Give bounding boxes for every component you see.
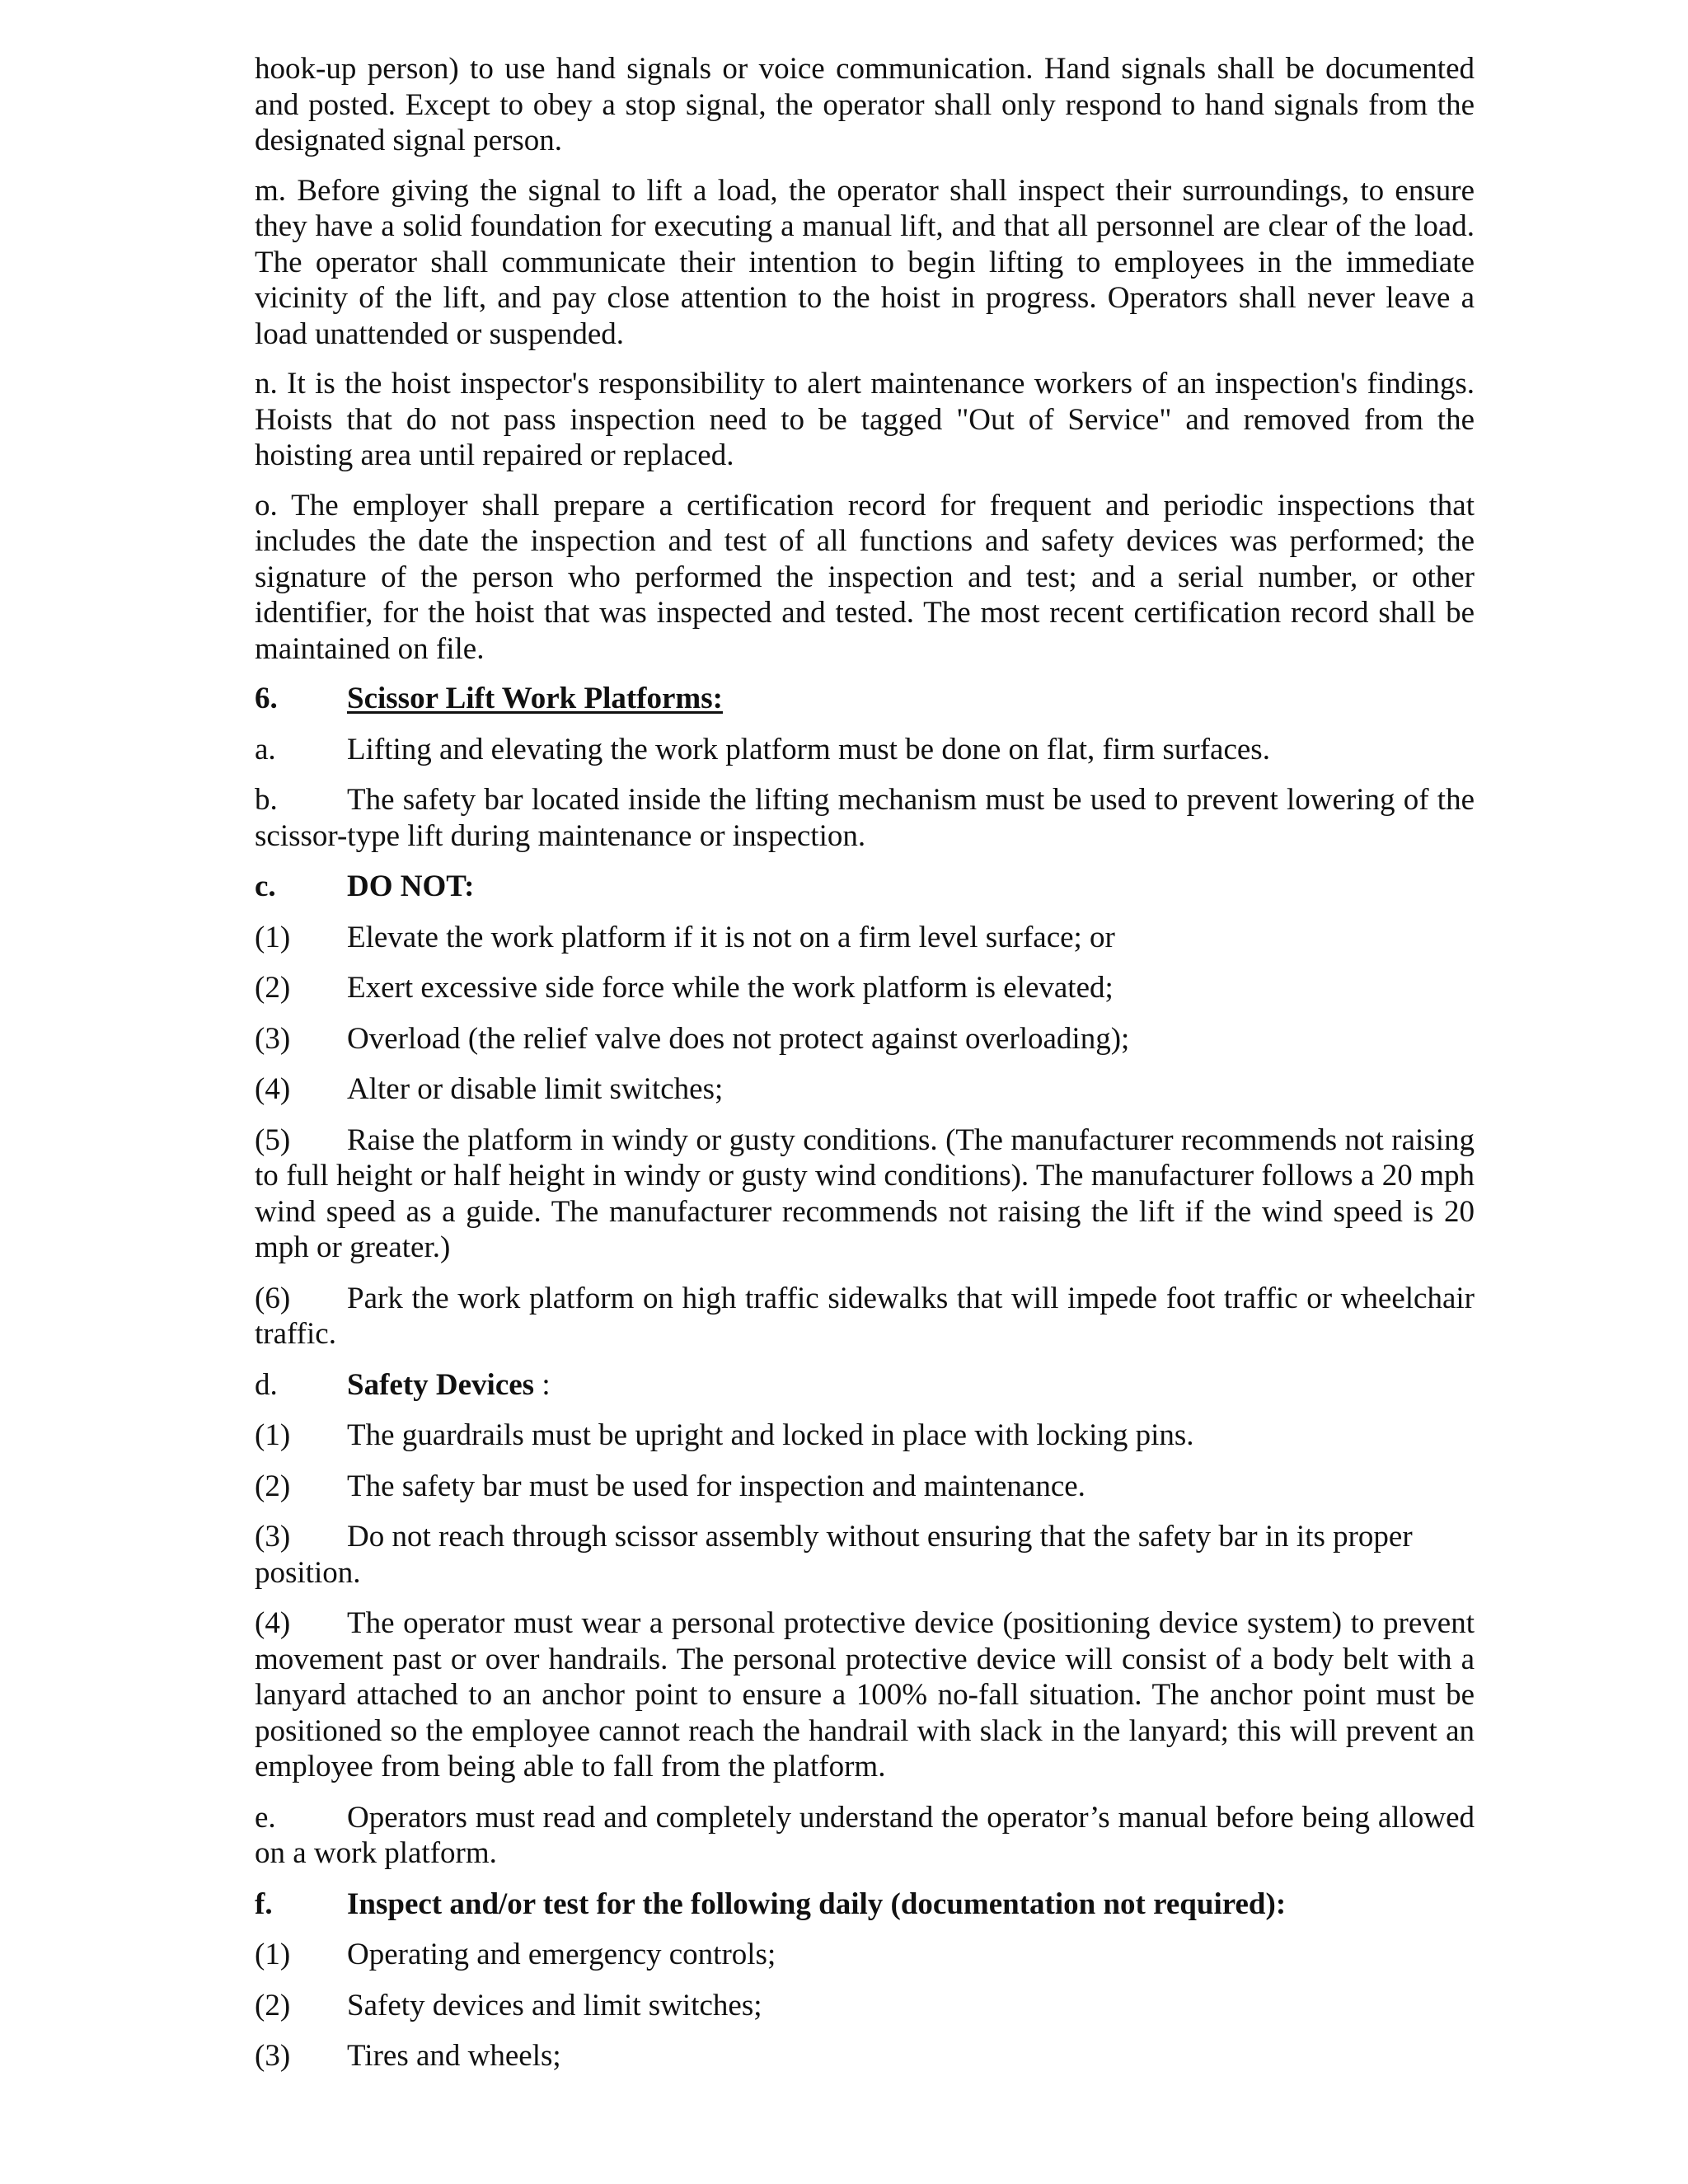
list-item-label: (1) — [255, 920, 291, 954]
list-item-text: The safety bar must be used for inspection and maintenance. — [347, 1469, 1085, 1503]
item-e — [255, 1800, 1475, 1872]
subsection-heading: DO NOT: — [347, 869, 475, 903]
document-page — [255, 51, 1475, 2089]
list-item-text: Park the work platform on high traffic sidewalks that will impede foot traffic or wheelchair traffic. — [255, 1281, 1475, 1351]
item-label: f. — [255, 1886, 273, 1921]
list-item-text: Tires and wheels; — [347, 2039, 561, 2073]
item-text: Lifting and elevating the work platform must be done on flat, firm surfaces. — [347, 732, 1270, 766]
list-item — [255, 1021, 1475, 1057]
list-item-label: (2) — [255, 1469, 291, 1503]
subsection-heading: Inspect and/or test for the following daily (documentation not required): — [347, 1886, 1287, 1921]
item-text: Operators must read and completely understand the operator’s manual before being allowed on a work platform. — [255, 1800, 1475, 1870]
list-item-label: (2) — [255, 971, 291, 1005]
section-title: Scissor Lift Work Platforms: — [347, 682, 723, 715]
list-item — [255, 1281, 1475, 1352]
list-item-label: (4) — [255, 1072, 291, 1106]
list-item — [255, 1418, 1475, 1454]
list-item-label: (5) — [255, 1122, 291, 1157]
list-item — [255, 1469, 1475, 1505]
list-item-text: Safety devices and limit switches; — [347, 1988, 762, 2022]
list-item-label: (6) — [255, 1281, 291, 1315]
item-label: c. — [255, 869, 276, 903]
heading-suffix: : — [534, 1367, 551, 1402]
list-item-label: (1) — [255, 1938, 291, 1971]
paragraph-hook-up: hook-up person) to use hand signals or voice communication. Hand signals shall be documented and posted. Except to obey a stop signal, the operator shall only respond to hand signals from the designated signal person. — [255, 52, 1475, 157]
item-b — [255, 782, 1475, 854]
subsection-heading: Safety Devices — [347, 1367, 535, 1402]
section-6-heading — [255, 681, 1475, 717]
list-item-text: Exert excessive side force while the work platform is elevated; — [347, 971, 1114, 1005]
list-item-text: Elevate the work platform if it is not on a firm level surface; or — [347, 920, 1115, 954]
list-item-text: Do not reach through scissor assembly without ensuring that the safety bar in its proper position. — [255, 1520, 1413, 1590]
list-item-text: The operator must wear a personal protective device (positioning device system) to prevent movement past or over handrails. The personal protective device will consist of a body belt with a lanyard attached to an anchor point to ensure a 100% no-fall situation. The anchor point must be positioned so the employee cannot reach the handrail with slack in the lanyard; this will prevent an employee from being able to fall from the platform. — [255, 1606, 1475, 1783]
item-c-heading — [255, 869, 1475, 905]
list-item-text: Raise the platform in windy or gusty conditions. (The manufacturer recommends not raising to full height or half height in windy or gusty wind conditions). The manufacturer follows a 20 mph wind speed as a guide. The manufacturer recommends not raising the lift if the wind speed is 20 mph or greater.) — [255, 1122, 1475, 1264]
list-item — [255, 1937, 1475, 1973]
item-f-heading — [255, 1886, 1475, 1923]
item-label: e. — [255, 1800, 276, 1835]
list-item — [255, 1988, 1475, 2024]
paragraph-n: n. It is the hoist inspector's responsibility to alert maintenance workers of an inspection's findings. Hoists that do not pass inspection need to be tagged "Out of Service" and removed from the hoisting area until repaired or replaced. — [255, 367, 1475, 472]
list-item — [255, 920, 1475, 956]
item-label: b. — [255, 783, 278, 817]
list-item-text: Operating and emergency controls; — [347, 1938, 776, 1971]
list-item-label: (3) — [255, 2039, 291, 2073]
paragraph-o: o. The employer shall prepare a certification record for frequent and periodic inspections that includes the date the inspection and test of all functions and safety devices was performed; the signature of the person who performed the inspection and test; and a serial number, or other identifier, for the hoist that was inspected and tested. The most recent certification record shall be maintained on file. — [255, 488, 1475, 666]
list-item-label: (3) — [255, 1021, 291, 1056]
list-item-text: Overload (the relief valve does not protect against overloading); — [347, 1021, 1130, 1056]
list-item — [255, 1071, 1475, 1108]
section-number: 6. — [255, 682, 278, 715]
list-item-label: (3) — [255, 1520, 291, 1554]
list-item-text: The guardrails must be upright and locked in place with locking pins. — [347, 1418, 1194, 1452]
item-label: a. — [255, 732, 276, 766]
list-item-label: (4) — [255, 1606, 291, 1640]
list-item — [255, 1122, 1475, 1266]
list-item — [255, 2038, 1475, 2074]
paragraph-m: m. Before giving the signal to lift a load, the operator shall inspect their surroundings, to ensure they have a solid foundation for executing a manual lift, and that all personnel are clear of the load. The operator shall communicate their intention to begin lifting to employees in the immediate vicinity of the lift, and pay close attention to the hoist in progress. Operators shall never leave a load unattended or suspended. — [255, 173, 1475, 351]
list-item-label: (1) — [255, 1418, 291, 1452]
item-a — [255, 732, 1475, 768]
item-text: The safety bar located inside the lifting mechanism must be used to prevent lowering of the scissor-type lift during maintenance or inspection. — [255, 783, 1475, 853]
list-item-label: (2) — [255, 1988, 291, 2022]
item-label: d. — [255, 1367, 278, 1402]
list-item — [255, 1519, 1475, 1591]
list-item — [255, 1605, 1475, 1785]
list-item — [255, 970, 1475, 1006]
item-d-heading — [255, 1367, 1475, 1404]
list-item-text: Alter or disable limit switches; — [347, 1072, 724, 1106]
